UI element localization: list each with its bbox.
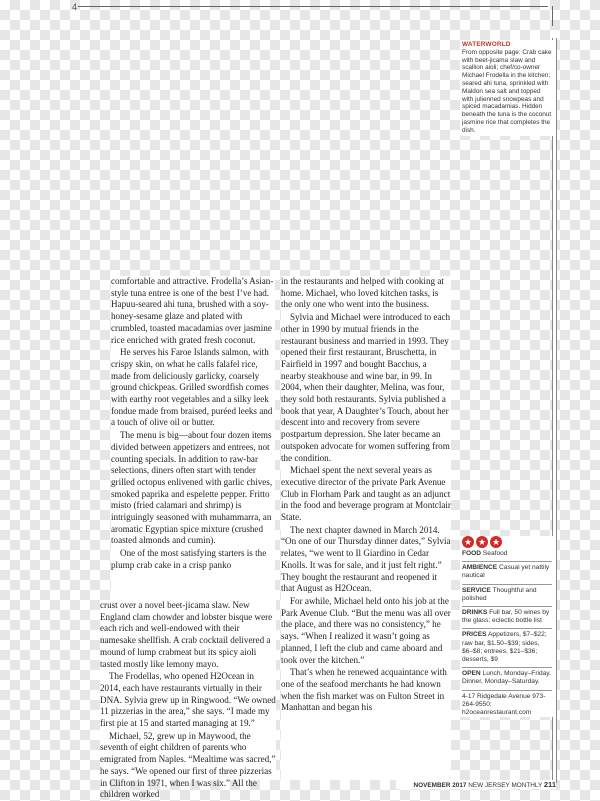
- review-row: [462, 606, 552, 625]
- review-label: FOOD: [462, 550, 482, 557]
- review-row: [462, 628, 552, 664]
- footer-publication: NEW JERSEY MONTHLY: [468, 782, 543, 789]
- corner-mark: 4: [72, 2, 78, 12]
- review-value: Appetizers, $7–$22; raw bar, $1.50–$39; sides, $6–$8; entrees, $21–$36; desserts, $9: [462, 631, 547, 664]
- star-rating: [462, 536, 552, 548]
- crop-mark: [546, 6, 553, 26]
- footer-issue: NOVEMBER 2017: [413, 782, 467, 789]
- review-label: OPEN: [462, 670, 481, 678]
- star-icon: ★: [491, 537, 501, 547]
- photo-caption-sidebar: [460, 40, 554, 136]
- caption-text: From opposite page: Crab cake with beet-jicama slaw and scallion aioli; chef/co-owner Michael Frodella in the kitchen; seared ahi tuna, sprinkled with Maldon sea salt and topped with julienned snowpeas and spiced macadamias. Hidden beneath the tuna is the coconut jasmine rice that completes the dish.: [462, 48, 552, 134]
- review-food: [462, 550, 552, 558]
- paragraph: The Frodellas, who opened H2Ocean in 2014, each have restaurants virtually in their DNA. Sylvia grew up in Ringwood. “We owned 11 pizzerias in the area,” she says. “I made my first pie at 15 and started managing at 19.”: [100, 671, 276, 729]
- paragraph: The menu is big—about four dozen items divided between appetizers and entrees, not counting specials. In addition to raw-bar selections, diners often start with tender grilled octopus enlivened with garlic chives, smoked paprika and espelette pepper. Fritto misto (fried calamari and shrimp) is intriguingly seasoned with muhammarra, an aromatic Egyptian spice mixture (crushed toasted almonds and cumin).: [111, 430, 273, 546]
- review-row: [462, 561, 552, 580]
- paragraph: He serves his Faroe Islands salmon, with crispy skin, on what he calls falafel rice, made from deliciously garlicky, coarsely ground chickpeas. Grilled swordfish comes with earthy root vegetables and a silky leek fondue made from braised, puréed leeks and a touch of olive oil or butter.: [111, 347, 273, 428]
- review-row: [462, 584, 552, 603]
- review-value: Seafood: [482, 550, 508, 557]
- top-rule: [78, 6, 548, 7]
- review-label: PRICES: [462, 631, 487, 639]
- star-icon: ★: [463, 537, 473, 547]
- paragraph: crust over a novel beet-jicama slaw. New England clam chowder and lobster bisque were each rich and well-endowed with their namesake shellfish. A crab cocktail delivered a mound of lump crabmeat but its spicy aioli tasted mostly like lemony mayo.: [100, 600, 273, 669]
- page-footer: [396, 780, 556, 789]
- article-column-right: [281, 276, 451, 780]
- review-value: Casual yet nattily nautical: [462, 564, 550, 580]
- review-address: [462, 690, 552, 718]
- review-label: DRINKS: [462, 609, 488, 617]
- paragraph: Sylvia and Michael were introduced to each other in 1990 by mutual friends in the restaurant business and married in 1993. They opened their first restaurant, Bruschetta, in Fairfield in 1997 and bought Bacchus, a nearby steakhouse and wine bar, in 99. In 2004, when their daughter, Melina, was four, they sold both restaurants. Sylvia published a book that year, A Daughter’s Touch, about her descent into and recovery from severe postpartum depression. She later became an outspoken advocate for women suffering from the condition.: [281, 312, 451, 463]
- review-box: [460, 536, 554, 717]
- review-label: AMBIENCE: [462, 564, 498, 572]
- review-value: Lunch, Monday–Friday. Dinner, Monday–Saturday.: [462, 670, 551, 686]
- article-column-left-lower: [100, 600, 276, 800]
- paragraph: The next chapter dawned in March 2014. “On one of our Thursday dinner dates,” Sylvia relates, “we went to Il Giardino in Cedar Knolls. It was for sale, and it just felt right.” They bought the restaurant and reopened it that August as H2Ocean.: [281, 524, 451, 594]
- caption-kicker: WATERWORLD: [462, 41, 511, 48]
- review-value: Thoughtful and polished: [462, 586, 537, 602]
- article-column-left: [111, 276, 275, 600]
- paragraph: For awhile, Michael held onto his job at the Park Avenue Club. “But the menu was all over the place, and there was no consistency,” he says. “When I realized it wasn’t going as planned, I left the club and came aboard and took over the kitchen.”: [281, 595, 451, 665]
- paragraph: comfortable and attractive. Frodella’s Asian-style tuna entree is one of the best I’ve had. Hapuu-seared ahi tuna, brushed with a soy-honey-sesame glaze and plated with crumbled, toasted macadamias over jasmine rice enriched with grated fresh coconut.: [111, 276, 274, 345]
- paragraph: One of the most satisfying starters is the plump crab cake in a crisp panko: [111, 548, 267, 570]
- paragraph: Michael spent the next several years as executive director of the private Park Avenue Club in Florham Park and taught as an adjunct in the food and beverage program at Montclair State.: [281, 465, 451, 523]
- paragraph: in the restaurants and helped with cooking at home. Michael, who loved kitchen tasks, is the only one who went into the business.: [281, 276, 444, 310]
- page-number: 211: [543, 780, 556, 789]
- paragraph: That’s when he renewed acquaintance with one of the seafood merchants he had known when the fish market was on Fulton Street in Manhattan and began his: [281, 667, 447, 713]
- paragraph: Michael, 52, grew up in Maywood, the seventh of eight children of parents who emigrated from Naples. “Mealtime was sacred,” he says. “We opened our first of three pizzerias in Clifton in 1971, when I was six.” All the children worked: [100, 730, 276, 800]
- review-value: Full bar, 50 wines by the glass; eclectic bottle list: [462, 609, 550, 625]
- star-icon: ★: [477, 537, 487, 547]
- review-row: [462, 667, 552, 686]
- review-value: 4-17 Ridgedale Avenue 973-264-9550; h2oceanrestaurant.com: [462, 692, 546, 717]
- review-label: SERVICE: [462, 586, 491, 594]
